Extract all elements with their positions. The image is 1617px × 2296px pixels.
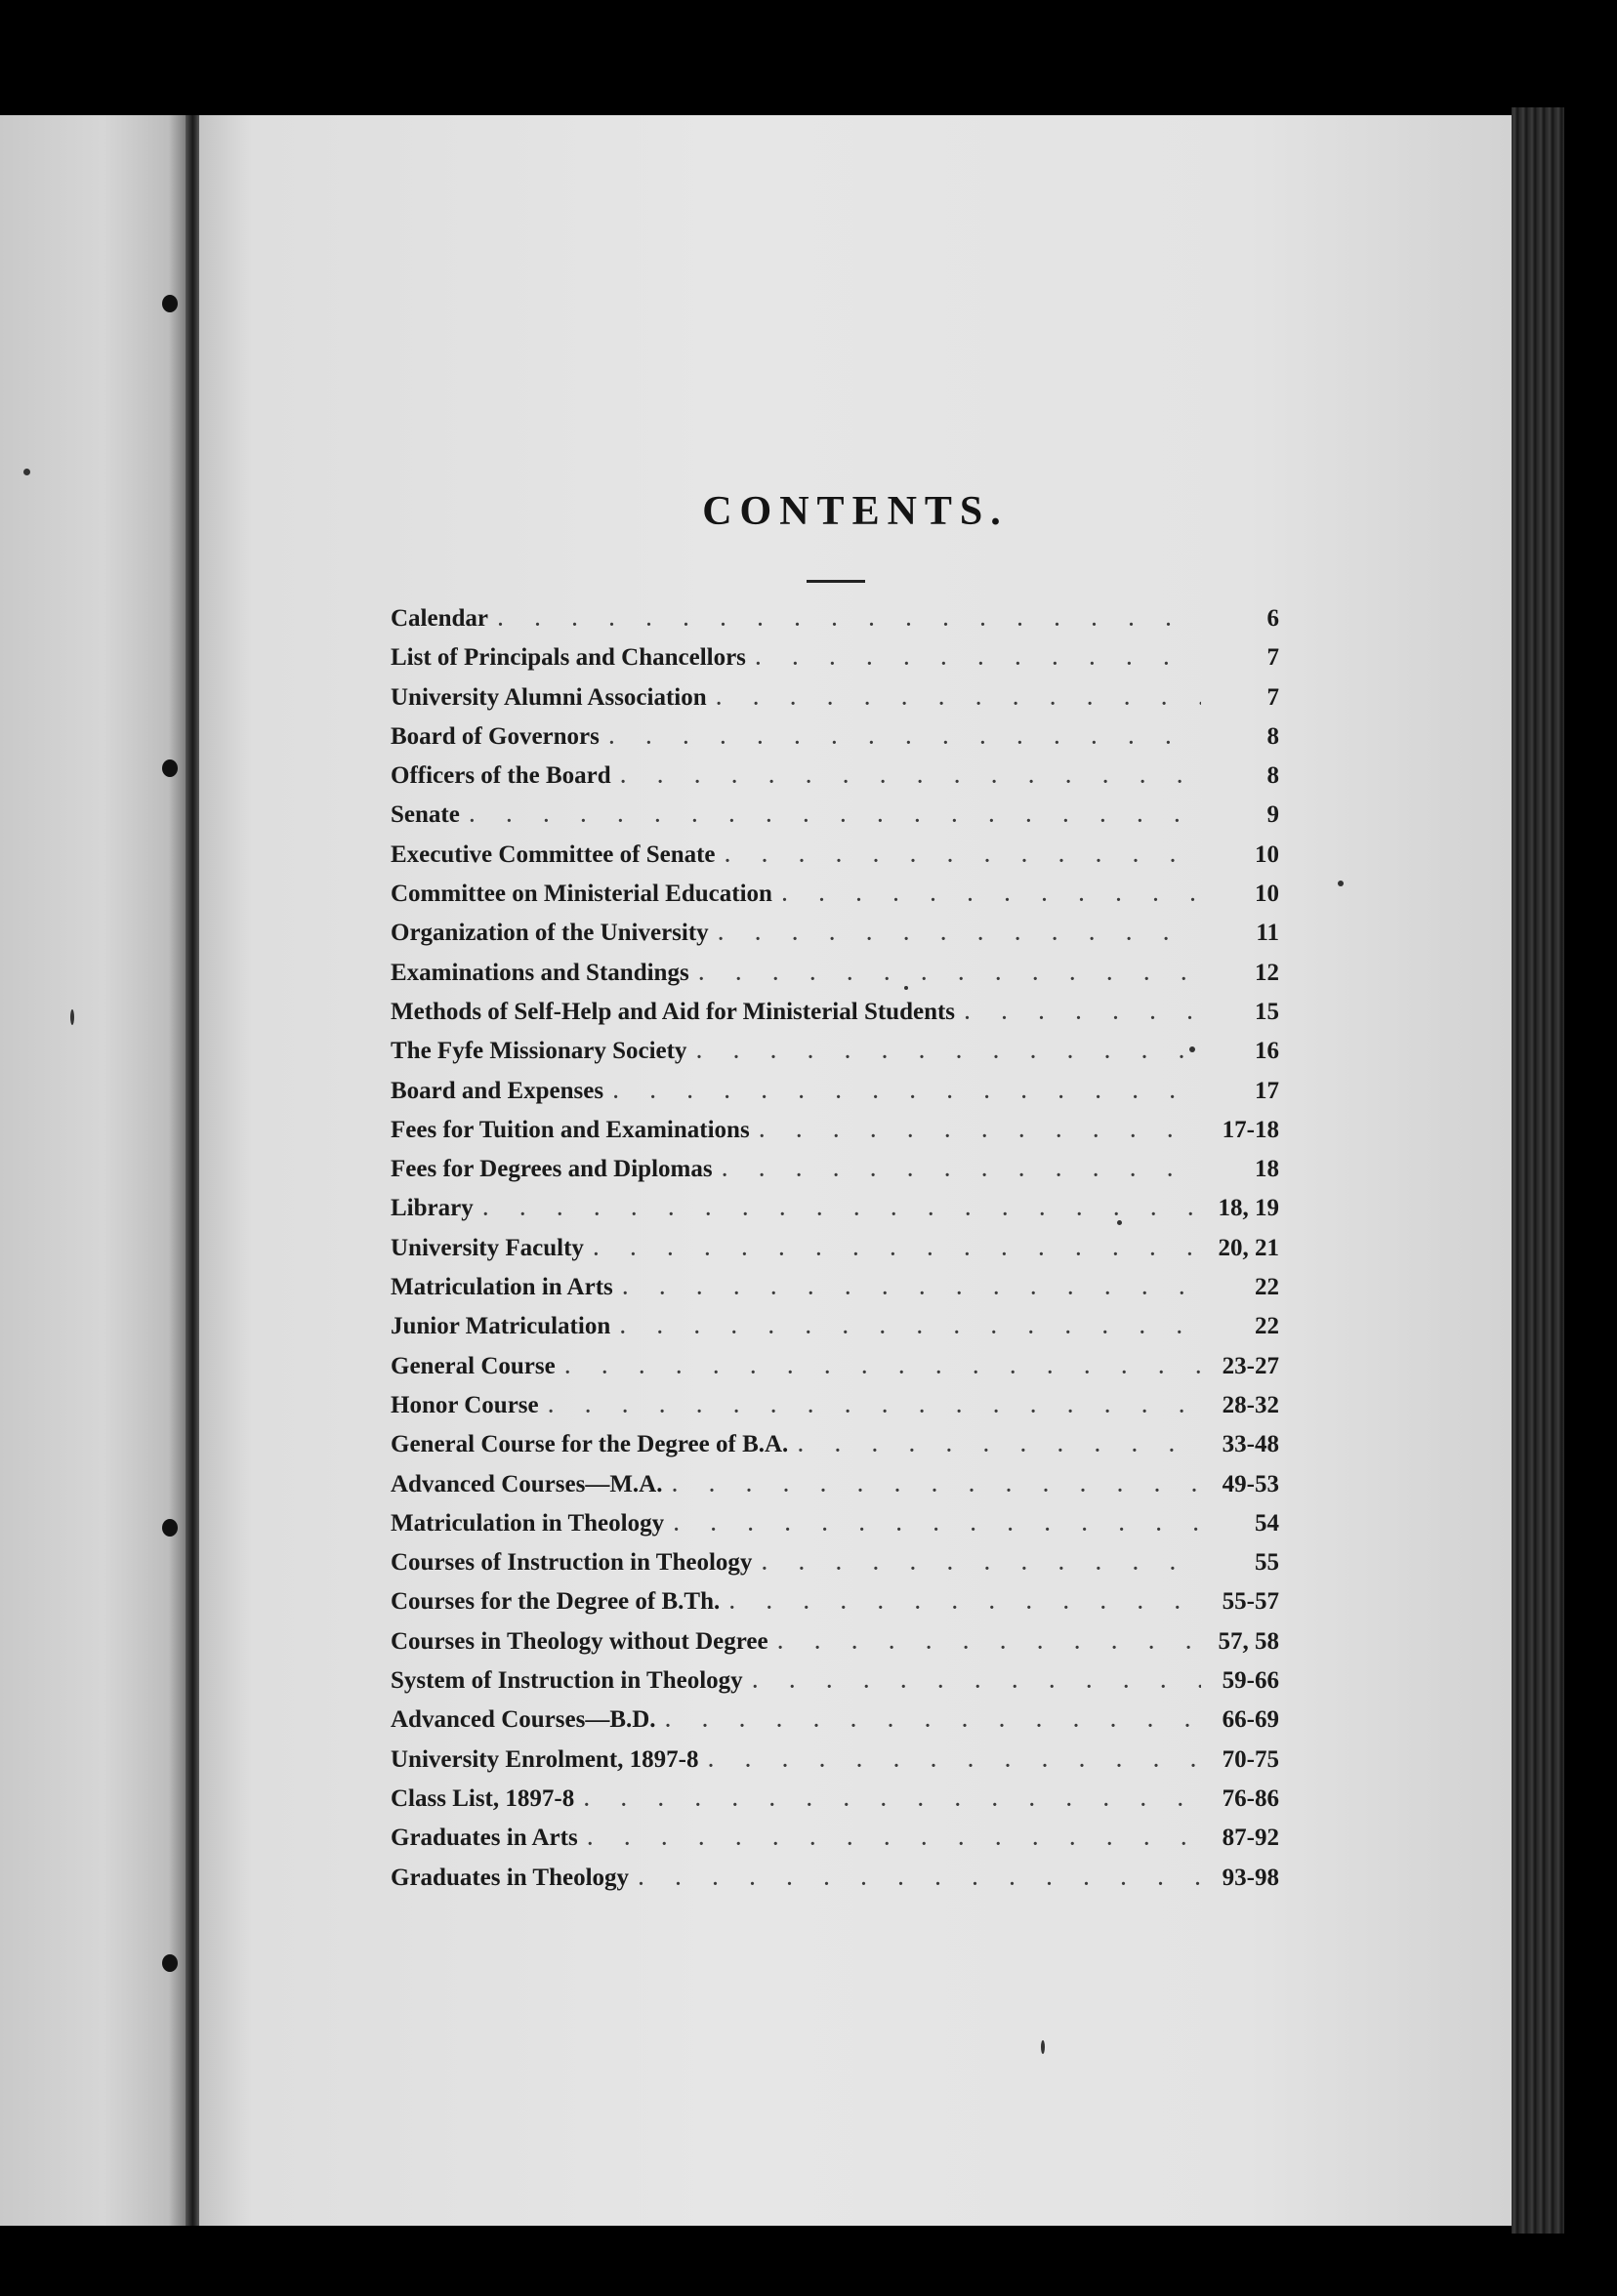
toc-entry (391, 723, 1279, 762)
toc-entry (391, 1078, 1279, 1117)
binding-stitch (162, 759, 178, 777)
toc-entry-label: University Faculty (391, 1234, 584, 1261)
toc-entry (391, 1667, 1279, 1706)
paper-speck (23, 469, 30, 475)
toc-entry-page: 66-69 (1222, 1706, 1279, 1734)
dot-leader (470, 805, 1201, 828)
toc-entry-page: 17-18 (1222, 1116, 1279, 1143)
toc-entry (391, 1392, 1279, 1431)
dot-leader (594, 1239, 1201, 1261)
toc-entry (391, 605, 1279, 644)
toc-entry (391, 1865, 1279, 1904)
toc-entry-label: Examinations and Standings (391, 959, 689, 986)
toc-entry-page: 8 (1266, 722, 1279, 750)
toc-entry-page: 17 (1255, 1077, 1279, 1104)
toc-entry-page: 18, 19 (1218, 1195, 1279, 1222)
toc-entry-label: Graduates in Theology (391, 1864, 630, 1891)
dot-leader (756, 648, 1201, 671)
toc-entry-label: Advanced Courses—B.D. (391, 1706, 656, 1734)
toc-entry-label: Graduates in Arts (391, 1824, 578, 1852)
dot-leader (723, 1160, 1201, 1182)
dot-leader (760, 1121, 1201, 1143)
dot-leader (620, 1317, 1201, 1339)
toc-entry-label: Calendar (391, 605, 488, 632)
dot-leader (623, 1278, 1201, 1300)
toc-entry (391, 1746, 1279, 1785)
toc-entry-label: Executive Committee of Senate (391, 840, 716, 868)
toc-entry (391, 801, 1279, 840)
dot-leader (613, 1082, 1201, 1104)
dot-leader (729, 1592, 1201, 1615)
dot-leader (666, 1710, 1201, 1733)
dot-leader (674, 1514, 1201, 1537)
toc-entry-label: Fees for Degrees and Diplomas (391, 1156, 713, 1183)
dot-leader (762, 1553, 1201, 1576)
toc-entry (391, 1195, 1279, 1234)
toc-entry-label: General Course for the Degree of B.A. (391, 1431, 789, 1458)
dot-leader (965, 1003, 1201, 1025)
toc-entry-page: 87-92 (1222, 1824, 1279, 1852)
page-title: CONTENTS. (702, 489, 1009, 534)
dot-leader (565, 1357, 1201, 1379)
dot-leader (672, 1475, 1201, 1497)
toc-entry-label: University Enrolment, 1897-8 (391, 1745, 699, 1773)
binding-stitch (162, 1954, 178, 1972)
toc-entry-page: 33-48 (1222, 1431, 1279, 1458)
binding-stitch (162, 1519, 178, 1537)
binding-stitch (162, 295, 178, 312)
toc-entry (391, 1785, 1279, 1824)
toc-entry-page: 11 (1256, 920, 1279, 947)
dot-leader (696, 1042, 1201, 1064)
left-page-edge (0, 115, 187, 2226)
toc-entry-page: 93-98 (1222, 1864, 1279, 1891)
toc-entry-page: 18 (1255, 1156, 1279, 1183)
toc-entry-page: 9 (1266, 801, 1279, 829)
dot-leader (717, 688, 1201, 711)
dot-leader (639, 1868, 1201, 1891)
toc-entry-page: 10 (1255, 840, 1279, 868)
dot-leader (719, 923, 1201, 946)
toc-entry-label: Matriculation in Arts (391, 1274, 613, 1301)
toc-entry (391, 960, 1279, 999)
toc-entry-label: University Alumni Association (391, 683, 707, 711)
toc-entry-label: Matriculation in Theology (391, 1509, 665, 1537)
dot-leader (584, 1789, 1201, 1812)
toc-entry (391, 1549, 1279, 1588)
paper-speck (1338, 881, 1344, 886)
toc-entry (391, 920, 1279, 959)
dot-leader (798, 1435, 1201, 1457)
toc-entry-label: Methods of Self-Help and Aid for Ministerial Students (391, 998, 956, 1025)
toc-entry-label: Officers of the Board (391, 762, 611, 790)
toc-entry-label: Board and Expenses (391, 1077, 604, 1104)
toc-entry (391, 1706, 1279, 1745)
page-stack-edge (1512, 107, 1564, 2234)
toc-entry (391, 1824, 1279, 1864)
toc-entry-label: Courses for the Degree of B.Th. (391, 1588, 721, 1616)
dot-leader (588, 1828, 1201, 1851)
toc-entry-page: 16 (1255, 1038, 1279, 1065)
toc-entry-label: General Course (391, 1352, 556, 1379)
toc-entry (391, 1588, 1279, 1627)
toc-entry-page: 28-32 (1222, 1391, 1279, 1418)
toc-entry (391, 1510, 1279, 1549)
toc-entry-label: Courses in Theology without Degree (391, 1627, 768, 1655)
toc-entry-label: Honor Course (391, 1391, 539, 1418)
toc-entry (391, 1274, 1279, 1313)
toc-entry (391, 1235, 1279, 1274)
dot-leader (753, 1671, 1201, 1694)
toc-entry (391, 644, 1279, 683)
toc-entry-page: 15 (1255, 998, 1279, 1025)
toc-entry-page: 8 (1266, 762, 1279, 790)
toc-entry (391, 1038, 1279, 1077)
toc-entry-label: Senate (391, 801, 460, 829)
dot-leader (778, 1632, 1201, 1655)
dot-leader (699, 964, 1201, 986)
toc-entry (391, 999, 1279, 1038)
toc-entry-page: 57, 58 (1218, 1627, 1279, 1655)
toc-entry-page: 7 (1266, 644, 1279, 672)
toc-entry-label: Fees for Tuition and Examinations (391, 1116, 750, 1143)
toc-entry-page: 76-86 (1222, 1784, 1279, 1812)
toc-entry (391, 1117, 1279, 1156)
toc-entry-page: 70-75 (1222, 1745, 1279, 1773)
toc-entry-label: Library (391, 1195, 474, 1222)
toc-entry-page: 6 (1266, 605, 1279, 632)
toc-entry-label: System of Instruction in Theology (391, 1667, 743, 1695)
toc-entry (391, 841, 1279, 881)
dot-leader (483, 1199, 1201, 1221)
toc-entry-page: 23-27 (1222, 1352, 1279, 1379)
toc-entry (391, 1628, 1279, 1667)
toc-entry (391, 1353, 1279, 1392)
toc-entry-label: Class List, 1897-8 (391, 1784, 575, 1812)
toc-entry (391, 1156, 1279, 1195)
toc-entry-page: 55-57 (1222, 1588, 1279, 1616)
toc-entry-label: Committee on Ministerial Education (391, 881, 772, 908)
dot-leader (709, 1750, 1202, 1773)
toc-entry-page: 55 (1255, 1549, 1279, 1577)
toc-entry-page: 12 (1255, 959, 1279, 986)
dot-leader (782, 884, 1201, 907)
table-of-contents (391, 605, 1279, 1904)
toc-entry (391, 684, 1279, 723)
toc-entry-label: List of Principals and Chancellors (391, 644, 746, 672)
toc-entry-page: 54 (1255, 1509, 1279, 1537)
paper-speck (70, 1009, 74, 1025)
toc-entry-label: Courses of Instruction in Theology (391, 1549, 753, 1577)
toc-entry-page: 7 (1266, 683, 1279, 711)
toc-entry-label: The Fyfe Missionary Society (391, 1038, 687, 1065)
toc-entry (391, 1313, 1279, 1352)
toc-entry (391, 762, 1279, 801)
toc-entry-page: 20, 21 (1218, 1234, 1279, 1261)
toc-entry (391, 881, 1279, 920)
toc-entry-page: 59-66 (1222, 1667, 1279, 1695)
dot-leader (609, 727, 1201, 750)
toc-entry-page: 22 (1255, 1313, 1279, 1340)
toc-entry-page: 22 (1255, 1274, 1279, 1301)
toc-entry (391, 1431, 1279, 1470)
dot-leader (549, 1396, 1201, 1418)
toc-entry-label: Advanced Courses—M.A. (391, 1470, 663, 1497)
title-rule (807, 580, 865, 583)
paper-speck (1041, 2040, 1045, 2054)
toc-entry-page: 10 (1255, 881, 1279, 908)
dot-leader (726, 845, 1201, 868)
toc-entry (391, 1471, 1279, 1510)
toc-entry-label: Board of Governors (391, 722, 600, 750)
toc-entry-page: 49-53 (1222, 1470, 1279, 1497)
toc-entry-label: Junior Matriculation (391, 1313, 611, 1340)
toc-entry-label: Organization of the University (391, 920, 709, 947)
dot-leader (498, 609, 1201, 632)
dot-leader (621, 766, 1201, 789)
